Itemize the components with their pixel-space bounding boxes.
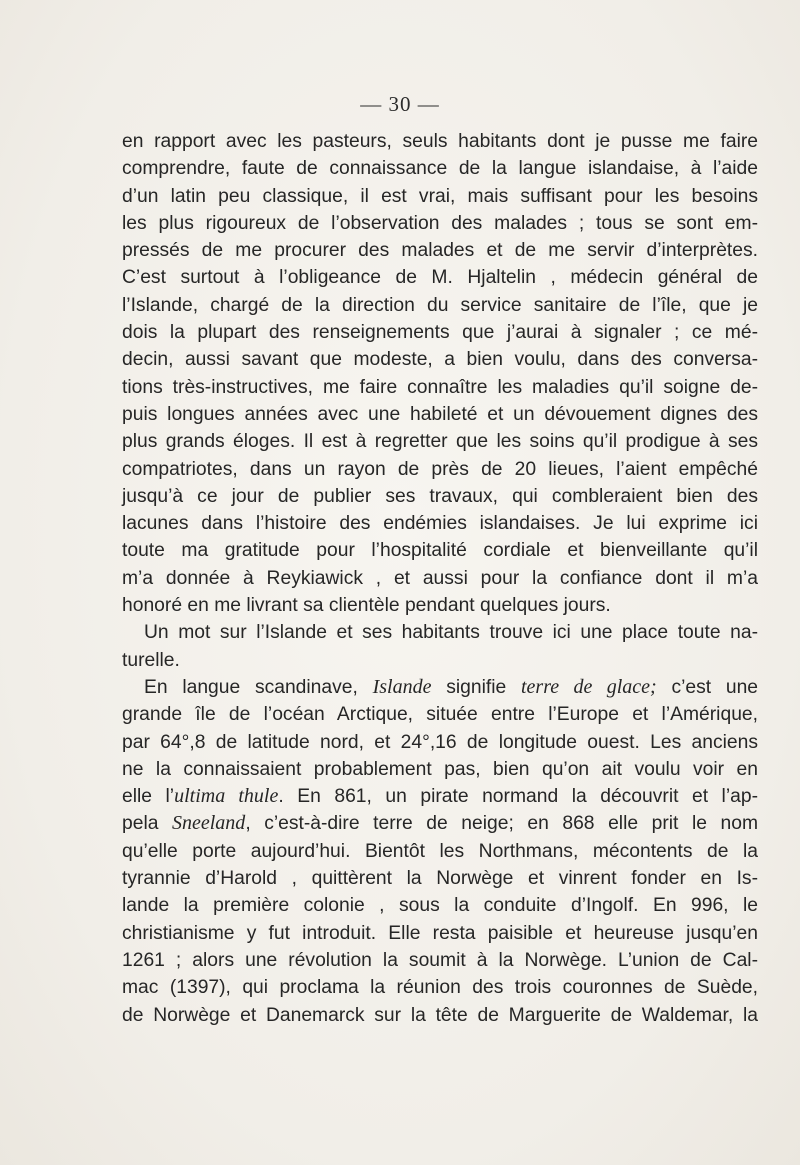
text-line <box>122 456 758 483</box>
text-line <box>122 428 758 455</box>
text-segment: , c’est-à-dire terre de neige; en 868 elle prit le nom <box>245 813 759 835</box>
text-line <box>122 729 758 756</box>
text-line <box>122 401 758 428</box>
text-segment: d’un latin peu classique, il est vrai, mais suffisant pour les besoins <box>122 185 758 207</box>
text-line <box>122 701 758 728</box>
text-line <box>122 947 758 974</box>
text-segment: elle l’ <box>122 786 175 808</box>
text-line <box>122 374 758 401</box>
text-segment: lande la première colonie , sous la conduite d’Ingolf. En 996, le <box>122 895 758 917</box>
italic-term: Sneeland <box>172 812 246 835</box>
text-segment: m’a donnée à Reykiawick , et aussi pour la confiance dont il m’a <box>122 567 758 589</box>
text-segment: ne la connaissaient probablement pas, bien qu’on ait voulu voir en <box>122 758 758 780</box>
text-segment: par 64°,8 de latitude nord, et 24°,16 de longitude ouest. Les anciens <box>122 731 758 753</box>
text-segment: C’est surtout à l’obligeance de M. Hjaltelin , médecin général de <box>122 267 758 289</box>
text-line <box>122 183 758 210</box>
text-line <box>122 892 758 919</box>
text-segment: honoré en me livrant sa clientèle pendant quelques jours. <box>122 595 611 617</box>
text-segment: . En 861, un pirate normand la découvrit et l’ap- <box>278 786 758 808</box>
text-segment: l’Islande, chargé de la direction du service sanitaire de l’île, que je <box>122 294 758 316</box>
text-segment: pela <box>122 813 172 835</box>
text-segment: tyrannie d’Harold , quittèrent la Norwège et vinrent fonder en Is- <box>122 868 758 890</box>
text-line <box>122 565 758 592</box>
text-segment: toute ma gratitude pour l’hospitalité cordiale et bienveillante qu’il <box>122 540 758 562</box>
text-line <box>122 537 758 564</box>
body-text <box>122 128 758 1029</box>
text-segment: qu’elle porte aujourd’hui. Bientôt les Northmans, mécontents de la <box>122 840 758 862</box>
text-segment: lacunes dans l’histoire des endémies islandaises. Je lui exprime ici <box>122 513 758 535</box>
text-segment: christianisme y fut introduit. Elle resta paisible et heureuse jusqu’en <box>122 922 758 944</box>
text-segment: turelle. <box>122 649 180 671</box>
text-segment: dois la plupart des renseignements que j’aurai à signaler ; ce mé- <box>122 322 758 344</box>
text-line <box>122 346 758 373</box>
text-line <box>122 237 758 264</box>
text-line <box>122 155 758 182</box>
text-line <box>122 674 758 701</box>
text-line <box>122 210 758 237</box>
text-line <box>122 510 758 537</box>
text-segment: puis longues années avec une habileté et un dévouement dignes des <box>122 403 758 425</box>
text-line <box>122 783 758 810</box>
text-segment: jusqu’à ce jour de publier ses travaux, qui combleraient bien des <box>122 485 758 507</box>
text-segment: plus grands éloges. Il est à regretter que les soins qu’il prodigue à ses <box>122 431 758 453</box>
text-segment: 1261 ; alors une révolution la soumit à la Norwège. L’union de Cal- <box>122 949 758 971</box>
text-line <box>122 1002 758 1029</box>
text-segment: c’est une <box>656 676 759 698</box>
text-line <box>122 292 758 319</box>
text-segment: tions très-instructives, me faire connaître les maladies qu’il soigne de- <box>122 376 758 398</box>
text-line <box>122 865 758 892</box>
text-segment: decin, aussi savant que modeste, a bien voulu, dans des conversa- <box>122 349 758 371</box>
text-line <box>122 483 758 510</box>
text-segment: les plus rigoureux de l’observation des malades ; tous se sont em- <box>122 212 758 234</box>
text-line <box>122 974 758 1001</box>
text-line <box>122 810 758 837</box>
text-segment: de Norwège et Danemarck sur la tête de Marguerite de Waldemar, la <box>122 1004 758 1026</box>
text-segment: grande île de l’océan Arctique, située entre l’Europe et l’Amérique, <box>122 704 758 726</box>
text-segment: Un mot sur l’Islande et ses habitants trouve ici une place toute na- <box>144 622 758 644</box>
text-segment: signifie <box>431 676 521 698</box>
italic-term: Islande <box>372 675 432 698</box>
text-segment: comprendre, faute de connaissance de la langue islandaise, à l’aide <box>122 158 758 180</box>
italic-term: terre de glace; <box>520 675 657 698</box>
text-line <box>122 619 758 646</box>
text-segment: pressés de me procurer des malades et de me servir d’interprètes. <box>122 240 758 262</box>
text-line <box>122 264 758 291</box>
text-line <box>122 647 758 674</box>
text-segment: En langue scandinave, <box>144 676 373 698</box>
text-line <box>122 838 758 865</box>
text-segment: en rapport avec les pasteurs, seuls habitants dont je pusse me faire <box>122 131 758 152</box>
text-line <box>122 756 758 783</box>
text-line <box>122 592 758 619</box>
page-number: — 30 — <box>360 92 440 116</box>
text-segment: mac (1397), qui proclama la réunion des trois couronnes de Suède, <box>122 977 758 999</box>
text-line <box>122 319 758 346</box>
text-line <box>122 128 758 155</box>
text-segment: compatriotes, dans un rayon de près de 20 lieues, l’aient empêché <box>122 458 758 480</box>
italic-term: ultima thule <box>174 785 279 808</box>
text-line <box>122 920 758 947</box>
